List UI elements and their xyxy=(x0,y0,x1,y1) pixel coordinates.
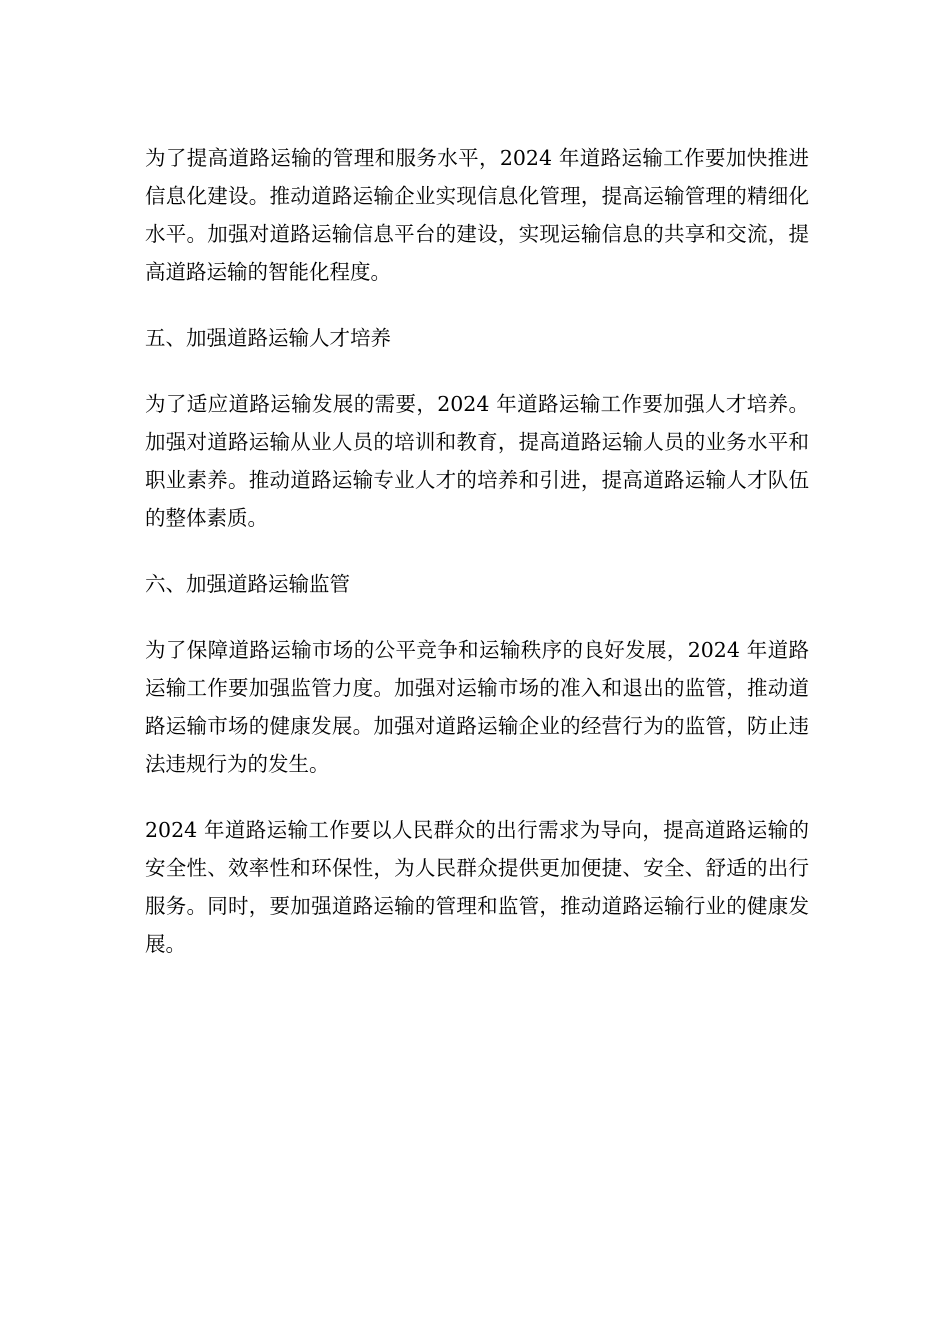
section-heading-talent: 五、加强道路运输人才培养 xyxy=(145,326,391,350)
paragraph-talent: 为了适应道路运输发展的需要，2024 年道路运输工作要加强人才培养。加强对道路运输从业人员的培训和教育，提高道路运输人员的业务水平和职业素养。推动道路运输专业人才的培养和引进，提高道路运输人才队伍的整体素质。 xyxy=(145,392,809,530)
paragraph-supervision: 为了保障道路运输市场的公平竞争和运输秩序的良好发展，2024 年道路运输工作要加强监管力度。加强对运输市场的准入和退出的监管，推动道路运输市场的健康发展。加强对道路运输企业的经营行为的监管，防止违法违规行为的发生。 xyxy=(145,638,809,776)
paragraph-informatization: 为了提高道路运输的管理和服务水平，2024 年道路运输工作要加快推进信息化建设。推动道路运输企业实现信息化管理，提高运输管理的精细化水平。加强对道路运输信息平台的建设，实现运输信息的共享和交流，提高道路运输的智能化程度。 xyxy=(145,146,809,284)
section-heading-supervision: 六、加强道路运输监管 xyxy=(145,572,350,596)
paragraph-conclusion: 2024 年道路运输工作要以人民群众的出行需求为导向，提高道路运输的安全性、效率性和环保性，为人民群众提供更加便捷、安全、舒适的出行服务。同时，要加强道路运输的管理和监管，推动道路运输行业的健康发展。 xyxy=(145,818,809,956)
document-body xyxy=(145,139,809,991)
